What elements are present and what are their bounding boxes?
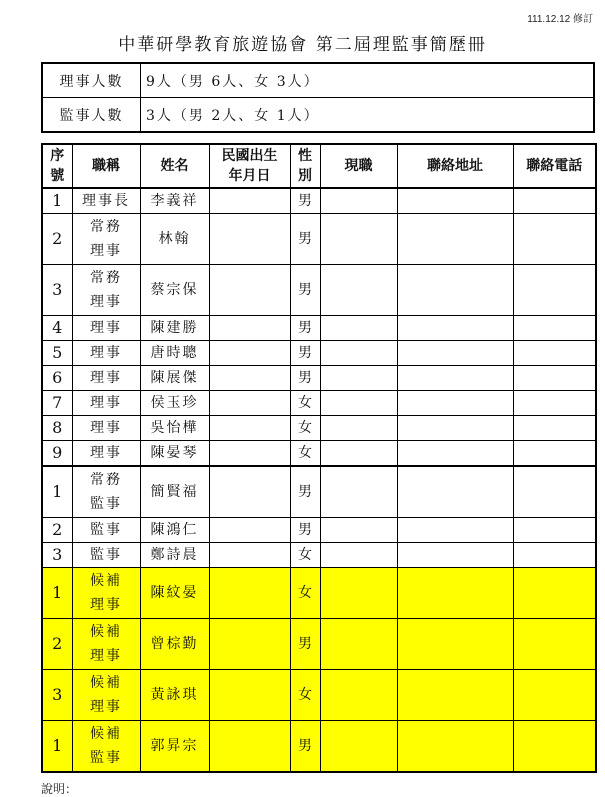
table-row (42, 316, 596, 341)
table-row (42, 518, 596, 543)
cell-address (397, 441, 513, 467)
cell-address (397, 265, 513, 316)
cell-title: 理事 (72, 441, 140, 467)
cell-no: 3 (42, 543, 72, 568)
cell-birth (209, 265, 290, 316)
cell-title: 理事 (72, 391, 140, 416)
cell-title: 理事 (72, 366, 140, 391)
cell-name: 陳建勝 (140, 316, 209, 341)
cell-birth (209, 466, 290, 518)
cell-gender: 女 (290, 568, 320, 619)
cell-birth (209, 366, 290, 391)
cell-no: 6 (42, 366, 72, 391)
cell-name: 郭昇宗 (140, 721, 209, 773)
cell-title: 常務理事 (72, 265, 140, 316)
cell-address (397, 188, 513, 214)
table-row (42, 188, 596, 214)
cell-name: 吳怡樺 (140, 416, 209, 441)
cell-no: 7 (42, 391, 72, 416)
cell-phone (513, 619, 596, 670)
cell-phone (513, 441, 596, 467)
cell-gender: 男 (290, 619, 320, 670)
cell-title: 理事 (72, 416, 140, 441)
cell-gender: 男 (290, 265, 320, 316)
cell-no: 2 (42, 518, 72, 543)
header-address: 聯絡地址 (397, 144, 513, 188)
cell-no: 2 (42, 619, 72, 670)
cell-job (320, 341, 397, 366)
roster-header-row (42, 144, 596, 188)
cell-birth (209, 721, 290, 773)
cell-no: 2 (42, 214, 72, 265)
summary-row-supervisors (42, 98, 594, 133)
cell-gender: 男 (290, 316, 320, 341)
header-birth: 民國出生年月日 (209, 144, 290, 188)
cell-name: 林翰 (140, 214, 209, 265)
cell-birth (209, 391, 290, 416)
cell-birth (209, 188, 290, 214)
roster-table (41, 143, 597, 773)
cell-phone (513, 518, 596, 543)
cell-address (397, 670, 513, 721)
cell-job (320, 366, 397, 391)
cell-phone (513, 568, 596, 619)
table-row (42, 568, 596, 619)
header-no: 序號 (42, 144, 72, 188)
cell-job (320, 670, 397, 721)
table-row (42, 441, 596, 467)
cell-gender: 男 (290, 188, 320, 214)
cell-job (320, 214, 397, 265)
cell-job (320, 416, 397, 441)
cell-address (397, 518, 513, 543)
cell-address (397, 214, 513, 265)
cell-address (397, 391, 513, 416)
cell-job (320, 391, 397, 416)
header-phone: 聯絡電話 (513, 144, 596, 188)
cell-no: 9 (42, 441, 72, 467)
table-row (42, 721, 596, 773)
revision-date: 111.12.12 修訂 (527, 14, 593, 25)
cell-title: 理事長 (72, 188, 140, 214)
cell-name: 陳晏琴 (140, 441, 209, 467)
header-name: 姓名 (140, 144, 209, 188)
cell-address (397, 316, 513, 341)
cell-phone (513, 670, 596, 721)
cell-birth (209, 543, 290, 568)
cell-no: 1 (42, 721, 72, 773)
cell-birth (209, 518, 290, 543)
cell-address (397, 366, 513, 391)
cell-title: 監事 (72, 518, 140, 543)
summary-label: 理事人數 (42, 63, 141, 98)
cell-gender: 男 (290, 518, 320, 543)
cell-gender: 女 (290, 441, 320, 467)
cell-phone (513, 316, 596, 341)
cell-birth (209, 619, 290, 670)
cell-no: 1 (42, 188, 72, 214)
cell-phone (513, 341, 596, 366)
cell-no: 3 (42, 670, 72, 721)
cell-phone (513, 265, 596, 316)
cell-address (397, 568, 513, 619)
cell-no: 5 (42, 341, 72, 366)
cell-job (320, 441, 397, 467)
note-label: 說明： (41, 782, 78, 796)
cell-title: 常務理事 (72, 214, 140, 265)
cell-name: 唐時聰 (140, 341, 209, 366)
table-row (42, 391, 596, 416)
cell-gender: 女 (290, 670, 320, 721)
cell-birth (209, 568, 290, 619)
cell-gender: 男 (290, 341, 320, 366)
cell-address (397, 341, 513, 366)
cell-gender: 女 (290, 543, 320, 568)
cell-gender: 男 (290, 214, 320, 265)
table-row (42, 619, 596, 670)
cell-gender: 男 (290, 366, 320, 391)
cell-birth (209, 441, 290, 467)
table-row (42, 265, 596, 316)
cell-job (320, 466, 397, 518)
cell-title: 候補理事 (72, 619, 140, 670)
table-row (42, 670, 596, 721)
cell-gender: 女 (290, 416, 320, 441)
cell-job (320, 265, 397, 316)
table-row (42, 543, 596, 568)
summary-value: 3人（男 2人、女 1人） (141, 98, 595, 133)
cell-gender: 男 (290, 466, 320, 518)
summary-row-directors (42, 63, 594, 98)
cell-phone (513, 466, 596, 518)
cell-job (320, 568, 397, 619)
cell-phone (513, 543, 596, 568)
cell-job (320, 619, 397, 670)
cell-address (397, 543, 513, 568)
cell-name: 曾棕勤 (140, 619, 209, 670)
cell-birth (209, 670, 290, 721)
table-row (42, 341, 596, 366)
cell-title: 監事 (72, 543, 140, 568)
table-row (42, 214, 596, 265)
cell-address (397, 416, 513, 441)
table-row (42, 366, 596, 391)
cell-no: 8 (42, 416, 72, 441)
cell-birth (209, 316, 290, 341)
cell-birth (209, 214, 290, 265)
table-row (42, 416, 596, 441)
cell-phone (513, 366, 596, 391)
cell-phone (513, 416, 596, 441)
header-gender: 性別 (290, 144, 320, 188)
cell-name: 陳鴻仁 (140, 518, 209, 543)
cell-job (320, 721, 397, 773)
cell-birth (209, 416, 290, 441)
cell-gender: 女 (290, 391, 320, 416)
cell-name: 陳展傑 (140, 366, 209, 391)
cell-name: 鄭詩晨 (140, 543, 209, 568)
cell-gender: 男 (290, 721, 320, 773)
cell-address (397, 619, 513, 670)
cell-name: 陳紋晏 (140, 568, 209, 619)
cell-name: 蔡宗保 (140, 265, 209, 316)
cell-phone (513, 391, 596, 416)
cell-phone (513, 188, 596, 214)
cell-title: 理事 (72, 316, 140, 341)
cell-job (320, 518, 397, 543)
cell-address (397, 721, 513, 773)
cell-title: 候補理事 (72, 670, 140, 721)
cell-title: 理事 (72, 341, 140, 366)
cell-name: 簡賢福 (140, 466, 209, 518)
cell-title: 候補理事 (72, 568, 140, 619)
cell-birth (209, 341, 290, 366)
cell-no: 4 (42, 316, 72, 341)
cell-job (320, 316, 397, 341)
cell-no: 3 (42, 265, 72, 316)
cell-title: 候補監事 (72, 721, 140, 773)
cell-job (320, 543, 397, 568)
cell-no: 1 (42, 568, 72, 619)
table-row (42, 466, 596, 518)
summary-label: 監事人數 (42, 98, 141, 133)
member-count-summary (41, 62, 595, 133)
header-job: 現職 (320, 144, 397, 188)
cell-job (320, 188, 397, 214)
summary-value: 9人（男 6人、女 3人） (141, 63, 595, 98)
header-title: 職稱 (72, 144, 140, 188)
cell-address (397, 466, 513, 518)
cell-title: 常務監事 (72, 466, 140, 518)
cell-name: 侯玉珍 (140, 391, 209, 416)
document-title: 中華研學教育旅遊協會 第二屆理監事簡歷冊 (118, 35, 487, 55)
cell-name: 李義祥 (140, 188, 209, 214)
cell-phone (513, 214, 596, 265)
cell-no: 1 (42, 466, 72, 518)
cell-phone (513, 721, 596, 773)
cell-name: 黃詠琪 (140, 670, 209, 721)
